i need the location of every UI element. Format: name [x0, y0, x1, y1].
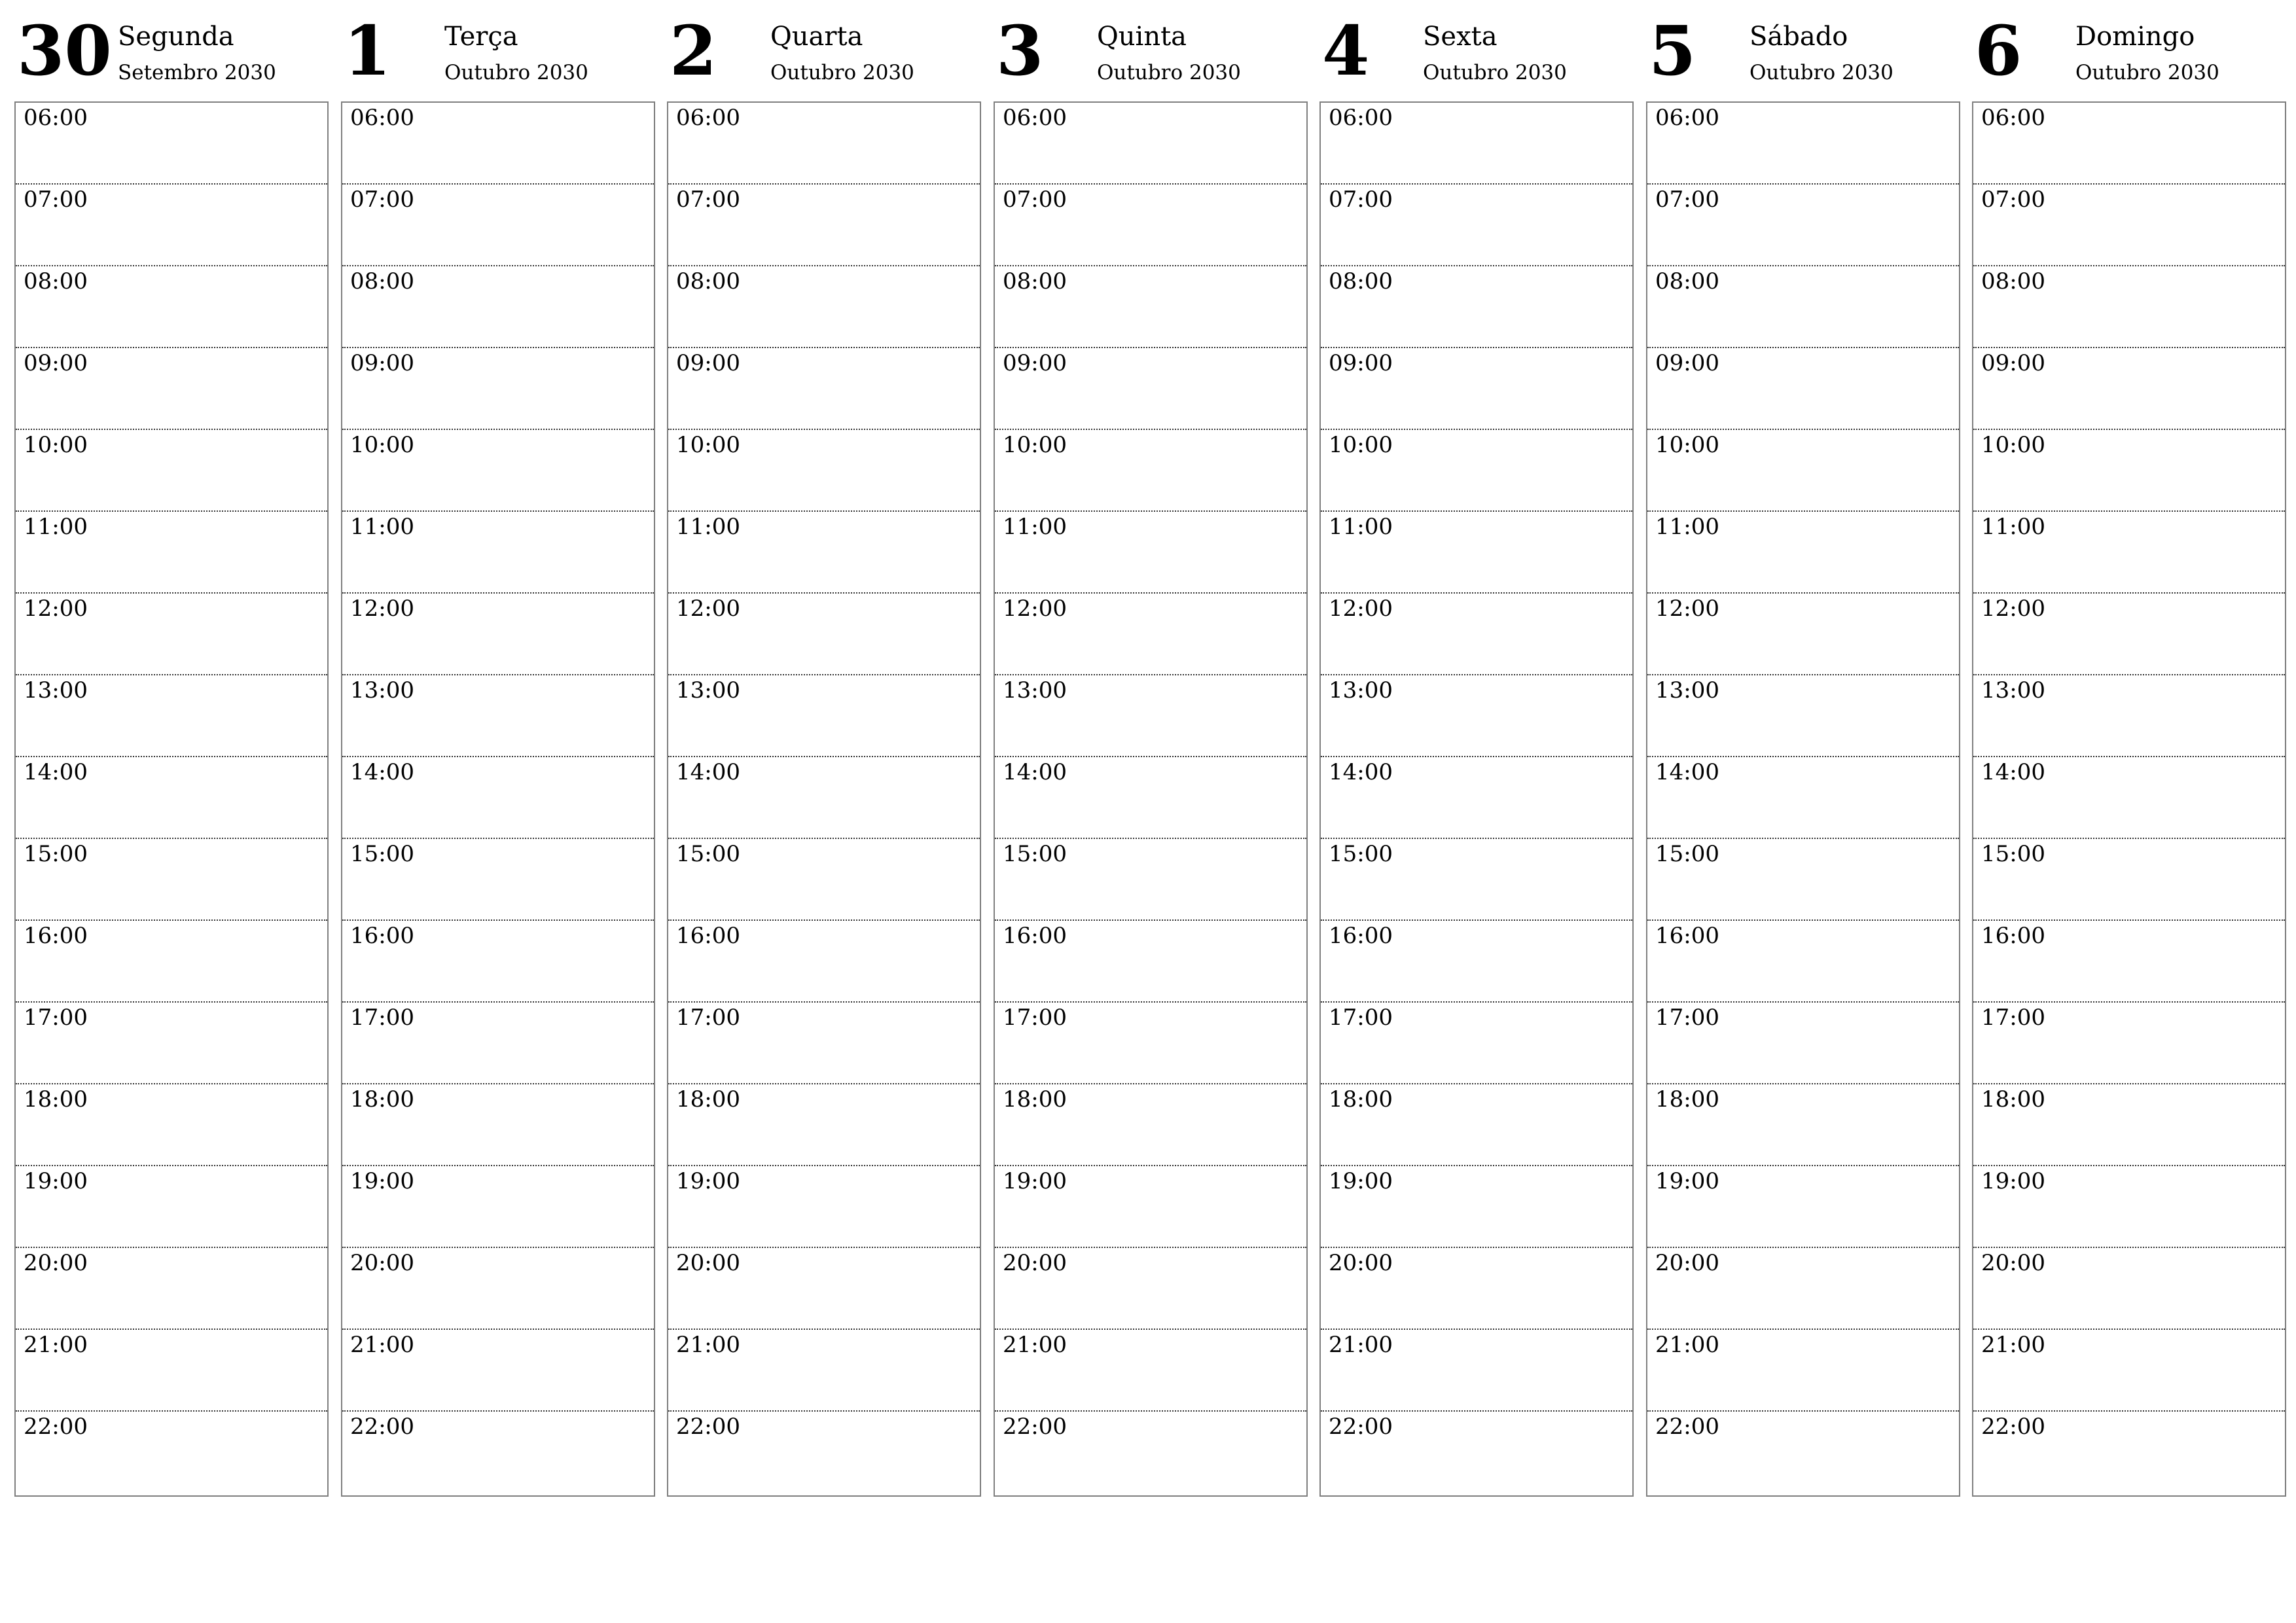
time-label: 13:00	[676, 677, 740, 704]
time-label: 08:00	[1003, 268, 1067, 294]
time-slot[interactable]	[1647, 1003, 1959, 1084]
time-slot[interactable]	[16, 1084, 327, 1166]
time-slot[interactable]	[16, 1330, 327, 1412]
time-label: 09:00	[24, 350, 88, 376]
time-label: 14:00	[1003, 759, 1067, 785]
time-slot[interactable]	[1973, 266, 2285, 348]
time-slot[interactable]	[342, 185, 654, 266]
time-label: 16:00	[350, 923, 414, 949]
time-slot[interactable]	[1321, 185, 1632, 266]
time-label: 19:00	[676, 1168, 740, 1194]
time-label: 22:00	[1329, 1414, 1393, 1440]
day-month-year: Outubro 2030	[770, 61, 914, 84]
time-label: 20:00	[1003, 1250, 1067, 1276]
time-label: 22:00	[350, 1414, 414, 1440]
time-label: 13:00	[1981, 677, 2045, 704]
day-header	[1319, 0, 1634, 98]
time-slot[interactable]	[668, 430, 980, 512]
day-month-year: Outubro 2030	[1749, 61, 1893, 84]
time-label: 17:00	[676, 1005, 740, 1031]
time-slot[interactable]	[1973, 1248, 2285, 1330]
time-slot[interactable]	[1647, 103, 1959, 185]
time-label: 14:00	[1981, 759, 2045, 785]
time-slot[interactable]	[1973, 1166, 2285, 1248]
time-label: 14:00	[350, 759, 414, 785]
time-label: 17:00	[24, 1005, 88, 1031]
time-slot[interactable]	[1321, 512, 1632, 594]
time-slot[interactable]	[16, 1248, 327, 1330]
time-slot[interactable]	[1647, 1166, 1959, 1248]
time-label: 13:00	[24, 677, 88, 704]
time-label: 19:00	[1329, 1168, 1393, 1194]
time-slot[interactable]	[1647, 1330, 1959, 1412]
day-header	[994, 0, 1308, 98]
time-slot[interactable]	[1321, 266, 1632, 348]
day-schedule	[994, 101, 1308, 1497]
time-slot[interactable]	[16, 1003, 327, 1084]
time-label: 18:00	[1329, 1086, 1393, 1113]
time-slot[interactable]	[342, 348, 654, 430]
time-label: 12:00	[1329, 596, 1393, 622]
time-label: 13:00	[1655, 677, 1719, 704]
time-label: 20:00	[1329, 1250, 1393, 1276]
time-slot[interactable]	[342, 1412, 654, 1493]
time-slot[interactable]	[995, 512, 1306, 594]
time-slot[interactable]	[995, 1166, 1306, 1248]
time-slot[interactable]	[1973, 1003, 2285, 1084]
time-slot[interactable]	[1321, 1248, 1632, 1330]
day-weekday: Terça	[444, 22, 518, 52]
time-slot[interactable]	[342, 512, 654, 594]
time-label: 17:00	[1655, 1005, 1719, 1031]
time-slot[interactable]	[1973, 594, 2285, 675]
day-month-year: Outubro 2030	[1097, 61, 1241, 84]
day-schedule	[1646, 101, 1960, 1497]
time-label: 21:00	[1329, 1332, 1393, 1358]
time-label: 10:00	[1981, 432, 2045, 458]
day-header	[1646, 0, 1960, 98]
time-label: 18:00	[350, 1086, 414, 1113]
time-slot[interactable]	[1647, 594, 1959, 675]
day-header	[667, 0, 981, 98]
time-slot[interactable]	[1321, 1084, 1632, 1166]
day-month-year: Outubro 2030	[444, 61, 588, 84]
time-label: 07:00	[1329, 187, 1393, 213]
time-label: 21:00	[1655, 1332, 1719, 1358]
time-label: 08:00	[24, 268, 88, 294]
time-label: 22:00	[1981, 1414, 2045, 1440]
time-label: 22:00	[1655, 1414, 1719, 1440]
day-header	[14, 0, 329, 98]
time-slot[interactable]	[16, 348, 327, 430]
time-label: 07:00	[1655, 187, 1719, 213]
time-label: 21:00	[350, 1332, 414, 1358]
time-label: 08:00	[1655, 268, 1719, 294]
time-label: 10:00	[1655, 432, 1719, 458]
time-label: 19:00	[1003, 1168, 1067, 1194]
day-weekday: Quinta	[1097, 22, 1187, 52]
time-slot[interactable]	[668, 185, 980, 266]
time-slot[interactable]	[1973, 675, 2285, 757]
time-label: 10:00	[1003, 432, 1067, 458]
time-slot[interactable]	[16, 185, 327, 266]
time-label: 07:00	[24, 187, 88, 213]
day-number: 6	[1975, 10, 2022, 91]
time-label: 07:00	[1003, 187, 1067, 213]
day-schedule	[1972, 101, 2286, 1497]
time-slot[interactable]	[995, 185, 1306, 266]
time-slot[interactable]	[16, 1412, 327, 1493]
day-header	[1972, 0, 2286, 98]
time-slot[interactable]	[995, 348, 1306, 430]
time-slot[interactable]	[16, 266, 327, 348]
time-slot[interactable]	[995, 430, 1306, 512]
time-label: 06:00	[350, 105, 414, 131]
time-label: 11:00	[24, 514, 88, 540]
time-label: 11:00	[350, 514, 414, 540]
time-slot[interactable]	[995, 1412, 1306, 1493]
time-slot[interactable]	[342, 921, 654, 1003]
time-label: 06:00	[1655, 105, 1719, 131]
day-schedule	[14, 101, 329, 1497]
time-slot[interactable]	[16, 594, 327, 675]
time-slot[interactable]	[995, 594, 1306, 675]
time-label: 15:00	[24, 841, 88, 867]
day-schedule	[667, 101, 981, 1497]
time-slot[interactable]	[995, 1084, 1306, 1166]
time-slot[interactable]	[995, 266, 1306, 348]
time-label: 10:00	[1329, 432, 1393, 458]
time-slot[interactable]	[1647, 266, 1959, 348]
time-label: 16:00	[1003, 923, 1067, 949]
time-slot[interactable]	[668, 1084, 980, 1166]
time-slot[interactable]	[1973, 757, 2285, 839]
time-slot[interactable]	[668, 266, 980, 348]
time-label: 20:00	[1981, 1250, 2045, 1276]
time-label: 21:00	[24, 1332, 88, 1358]
time-slot[interactable]	[1647, 512, 1959, 594]
time-slot[interactable]	[342, 103, 654, 185]
time-slot[interactable]	[16, 430, 327, 512]
time-label: 06:00	[1003, 105, 1067, 131]
time-slot[interactable]	[1321, 921, 1632, 1003]
time-slot[interactable]	[16, 675, 327, 757]
time-label: 10:00	[24, 432, 88, 458]
time-slot[interactable]	[668, 1412, 980, 1493]
time-slot[interactable]	[668, 103, 980, 185]
time-label: 21:00	[1003, 1332, 1067, 1358]
time-slot[interactable]	[16, 757, 327, 839]
time-label: 11:00	[1329, 514, 1393, 540]
time-label: 20:00	[676, 1250, 740, 1276]
time-slot[interactable]	[995, 921, 1306, 1003]
time-label: 16:00	[676, 923, 740, 949]
time-slot[interactable]	[342, 430, 654, 512]
time-slot[interactable]	[995, 757, 1306, 839]
time-slot[interactable]	[668, 1166, 980, 1248]
time-slot[interactable]	[1647, 430, 1959, 512]
time-label: 21:00	[1981, 1332, 2045, 1358]
time-slot[interactable]	[342, 1248, 654, 1330]
time-slot[interactable]	[342, 1166, 654, 1248]
time-slot[interactable]	[1321, 103, 1632, 185]
time-label: 07:00	[1981, 187, 2045, 213]
time-label: 15:00	[1981, 841, 2045, 867]
time-slot[interactable]	[342, 675, 654, 757]
time-label: 09:00	[676, 350, 740, 376]
time-slot[interactable]	[995, 103, 1306, 185]
time-slot[interactable]	[342, 1084, 654, 1166]
time-slot[interactable]	[342, 1003, 654, 1084]
time-label: 18:00	[1981, 1086, 2045, 1113]
time-slot[interactable]	[1647, 185, 1959, 266]
time-label: 06:00	[24, 105, 88, 131]
day-month-year: Outubro 2030	[2075, 61, 2219, 84]
time-label: 22:00	[676, 1414, 740, 1440]
time-slot[interactable]	[1321, 1412, 1632, 1493]
time-label: 18:00	[1655, 1086, 1719, 1113]
day-weekday: Segunda	[118, 22, 234, 52]
time-slot[interactable]	[342, 266, 654, 348]
time-label: 11:00	[1003, 514, 1067, 540]
time-label: 17:00	[1003, 1005, 1067, 1031]
time-slot[interactable]	[1321, 757, 1632, 839]
time-label: 15:00	[350, 841, 414, 867]
time-slot[interactable]	[16, 921, 327, 1003]
time-label: 22:00	[1003, 1414, 1067, 1440]
time-slot[interactable]	[668, 839, 980, 921]
time-label: 11:00	[1655, 514, 1719, 540]
time-slot[interactable]	[668, 1003, 980, 1084]
time-slot[interactable]	[1973, 1412, 2285, 1493]
time-slot[interactable]	[16, 103, 327, 185]
time-label: 13:00	[1003, 677, 1067, 704]
time-slot[interactable]	[995, 839, 1306, 921]
time-slot[interactable]	[16, 1166, 327, 1248]
day-schedule	[341, 101, 655, 1497]
time-label: 17:00	[1981, 1005, 2045, 1031]
time-label: 19:00	[1981, 1168, 2045, 1194]
time-label: 07:00	[350, 187, 414, 213]
time-label: 16:00	[24, 923, 88, 949]
time-slot[interactable]	[1321, 839, 1632, 921]
time-slot[interactable]	[1647, 1412, 1959, 1493]
time-slot[interactable]	[1973, 348, 2285, 430]
time-label: 12:00	[24, 596, 88, 622]
time-label: 14:00	[676, 759, 740, 785]
day-schedule	[1319, 101, 1634, 1497]
time-slot[interactable]	[995, 675, 1306, 757]
time-label: 16:00	[1981, 923, 2045, 949]
time-slot[interactable]	[1973, 921, 2285, 1003]
time-label: 12:00	[350, 596, 414, 622]
time-label: 12:00	[1981, 596, 2045, 622]
time-slot[interactable]	[1321, 1166, 1632, 1248]
time-slot[interactable]	[1647, 839, 1959, 921]
time-slot[interactable]	[1647, 757, 1959, 839]
time-label: 12:00	[676, 596, 740, 622]
time-slot[interactable]	[668, 757, 980, 839]
time-label: 18:00	[676, 1086, 740, 1113]
time-label: 09:00	[1655, 350, 1719, 376]
time-slot[interactable]	[1647, 921, 1959, 1003]
time-slot[interactable]	[342, 1330, 654, 1412]
day-month-year: Setembro 2030	[118, 61, 276, 84]
time-label: 20:00	[24, 1250, 88, 1276]
time-slot[interactable]	[1321, 1003, 1632, 1084]
day-number: 1	[344, 10, 391, 91]
time-slot[interactable]	[995, 1330, 1306, 1412]
time-label: 10:00	[676, 432, 740, 458]
day-number: 30	[17, 10, 112, 91]
time-label: 19:00	[1655, 1168, 1719, 1194]
time-label: 15:00	[676, 841, 740, 867]
time-slot[interactable]	[1647, 1248, 1959, 1330]
time-label: 12:00	[1003, 596, 1067, 622]
time-slot[interactable]	[1973, 185, 2285, 266]
time-label: 14:00	[24, 759, 88, 785]
day-number: 3	[996, 10, 1044, 91]
time-slot[interactable]	[16, 839, 327, 921]
time-slot[interactable]	[1973, 839, 2285, 921]
time-slot[interactable]	[995, 1248, 1306, 1330]
day-number: 4	[1322, 10, 1370, 91]
time-label: 13:00	[1329, 677, 1393, 704]
time-slot[interactable]	[1647, 1084, 1959, 1166]
time-slot[interactable]	[1647, 675, 1959, 757]
time-label: 17:00	[1329, 1005, 1393, 1031]
time-slot[interactable]	[668, 348, 980, 430]
time-label: 15:00	[1329, 841, 1393, 867]
time-label: 09:00	[1981, 350, 2045, 376]
day-weekday: Sexta	[1423, 22, 1498, 52]
time-slot[interactable]	[1321, 430, 1632, 512]
time-label: 15:00	[1003, 841, 1067, 867]
time-slot[interactable]	[668, 512, 980, 594]
day-number: 2	[670, 10, 717, 91]
time-slot[interactable]	[1321, 675, 1632, 757]
time-label: 08:00	[1329, 268, 1393, 294]
day-number: 5	[1649, 10, 1696, 91]
time-label: 21:00	[676, 1332, 740, 1358]
time-slot[interactable]	[668, 921, 980, 1003]
time-label: 09:00	[1329, 350, 1393, 376]
time-label: 11:00	[676, 514, 740, 540]
day-weekday: Sábado	[1749, 22, 1848, 52]
time-label: 22:00	[24, 1414, 88, 1440]
time-slot[interactable]	[668, 1248, 980, 1330]
time-label: 11:00	[1981, 514, 2045, 540]
time-label: 12:00	[1655, 596, 1719, 622]
time-label: 20:00	[1655, 1250, 1719, 1276]
day-month-year: Outubro 2030	[1423, 61, 1567, 84]
time-slot[interactable]	[1973, 1330, 2285, 1412]
time-slot[interactable]	[668, 594, 980, 675]
time-label: 18:00	[1003, 1086, 1067, 1113]
time-label: 14:00	[1655, 759, 1719, 785]
time-label: 15:00	[1655, 841, 1719, 867]
day-header	[341, 0, 655, 98]
time-label: 09:00	[1003, 350, 1067, 376]
time-slot[interactable]	[342, 594, 654, 675]
time-label: 13:00	[350, 677, 414, 704]
time-slot[interactable]	[668, 1330, 980, 1412]
time-label: 19:00	[24, 1168, 88, 1194]
time-label: 14:00	[1329, 759, 1393, 785]
time-label: 16:00	[1329, 923, 1393, 949]
time-slot[interactable]	[1321, 1330, 1632, 1412]
time-slot[interactable]	[342, 757, 654, 839]
time-label: 06:00	[1981, 105, 2045, 131]
time-label: 10:00	[350, 432, 414, 458]
time-slot[interactable]	[995, 1003, 1306, 1084]
time-slot[interactable]	[1973, 430, 2285, 512]
time-label: 16:00	[1655, 923, 1719, 949]
time-label: 09:00	[350, 350, 414, 376]
day-weekday: Domingo	[2075, 22, 2195, 52]
time-slot[interactable]	[1973, 512, 2285, 594]
time-slot[interactable]	[1321, 348, 1632, 430]
time-slot[interactable]	[1321, 594, 1632, 675]
time-label: 08:00	[676, 268, 740, 294]
time-label: 19:00	[350, 1168, 414, 1194]
time-label: 08:00	[1981, 268, 2045, 294]
time-slot[interactable]	[668, 675, 980, 757]
time-label: 06:00	[1329, 105, 1393, 131]
time-label: 06:00	[676, 105, 740, 131]
time-label: 17:00	[350, 1005, 414, 1031]
time-slot[interactable]	[342, 839, 654, 921]
time-label: 18:00	[24, 1086, 88, 1113]
time-slot[interactable]	[1647, 348, 1959, 430]
time-label: 07:00	[676, 187, 740, 213]
time-slot[interactable]	[1973, 1084, 2285, 1166]
time-label: 08:00	[350, 268, 414, 294]
time-slot[interactable]	[1973, 103, 2285, 185]
time-slot[interactable]	[16, 512, 327, 594]
day-weekday: Quarta	[770, 22, 863, 52]
time-label: 20:00	[350, 1250, 414, 1276]
